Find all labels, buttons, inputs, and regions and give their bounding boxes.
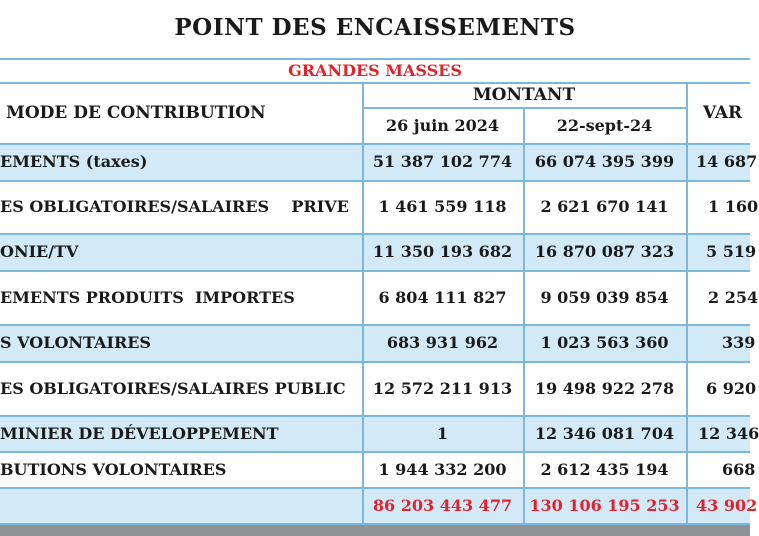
row-value-date1: 1 bbox=[436, 423, 449, 443]
row-value-date1: 6 804 111 827 bbox=[378, 287, 507, 307]
row-value-date1: 11 350 193 682 bbox=[372, 242, 513, 261]
total-value-date1: 86 203 443 477 bbox=[372, 496, 513, 515]
row-value-variation: 14 687 bbox=[696, 152, 758, 171]
row-value-variation: 1 160 bbox=[708, 197, 759, 216]
row-value-variation: 668 bbox=[722, 459, 756, 479]
row-value-variation: 12 346 bbox=[698, 423, 759, 443]
row-value-date2: 66 074 395 399 bbox=[534, 152, 675, 171]
bottom-strip bbox=[0, 524, 750, 536]
column-header-variation: VAR bbox=[703, 102, 743, 123]
row-value-date2: 1 023 563 360 bbox=[540, 333, 669, 352]
row-value-date2: 9 059 039 854 bbox=[540, 287, 669, 307]
row-value-variation: 5 519 bbox=[706, 242, 757, 261]
row-label: MINIER DE DÉVELOPPEMENT bbox=[0, 423, 279, 443]
row-value-date1: 683 931 962 bbox=[386, 333, 499, 352]
page-title: POINT DES ENCAISSEMENTS bbox=[174, 14, 576, 41]
total-value-date2: 130 106 195 253 bbox=[529, 496, 680, 515]
column-header-date2: 22-sept-24 bbox=[556, 115, 653, 135]
total-value-variation: 43 902 bbox=[696, 496, 758, 515]
grid-line bbox=[686, 82, 688, 524]
column-header-mode: MODE DE CONTRIBUTION bbox=[6, 102, 266, 123]
row-value-variation: 6 920 bbox=[706, 378, 757, 398]
row-label: EMENTS PRODUITS IMPORTES bbox=[0, 287, 295, 307]
row-value-date1: 1 461 559 118 bbox=[378, 197, 507, 216]
row-value-variation: 339 bbox=[722, 333, 756, 352]
row-value-date2: 2 612 435 194 bbox=[540, 459, 669, 479]
row-label: ES OBLIGATOIRES/SALAIRES PUBLIC bbox=[0, 378, 346, 398]
row-label: ES OBLIGATOIRES/SALAIRES PRIVE bbox=[0, 197, 349, 216]
row-label: BUTIONS VOLONTAIRES bbox=[0, 459, 227, 479]
row-value-date2: 12 346 081 704 bbox=[534, 423, 675, 443]
row-value-date1: 51 387 102 774 bbox=[372, 152, 513, 171]
row-label: ONIE/TV bbox=[0, 242, 79, 261]
row-value-date2: 16 870 087 323 bbox=[534, 242, 675, 261]
section-header: GRANDES MASSES bbox=[288, 60, 462, 80]
column-header-date1: 26 juin 2024 bbox=[385, 115, 500, 135]
row-value-date1: 1 944 332 200 bbox=[378, 459, 507, 479]
row-value-date2: 19 498 922 278 bbox=[534, 378, 675, 398]
row-value-variation: 2 254 bbox=[708, 287, 759, 307]
row-label: EMENTS (taxes) bbox=[0, 152, 148, 171]
column-header-montant: MONTANT bbox=[472, 84, 576, 105]
row-value-date2: 2 621 670 141 bbox=[540, 197, 669, 216]
row-value-date1: 12 572 211 913 bbox=[372, 378, 513, 398]
row-label: S VOLONTAIRES bbox=[0, 333, 151, 352]
